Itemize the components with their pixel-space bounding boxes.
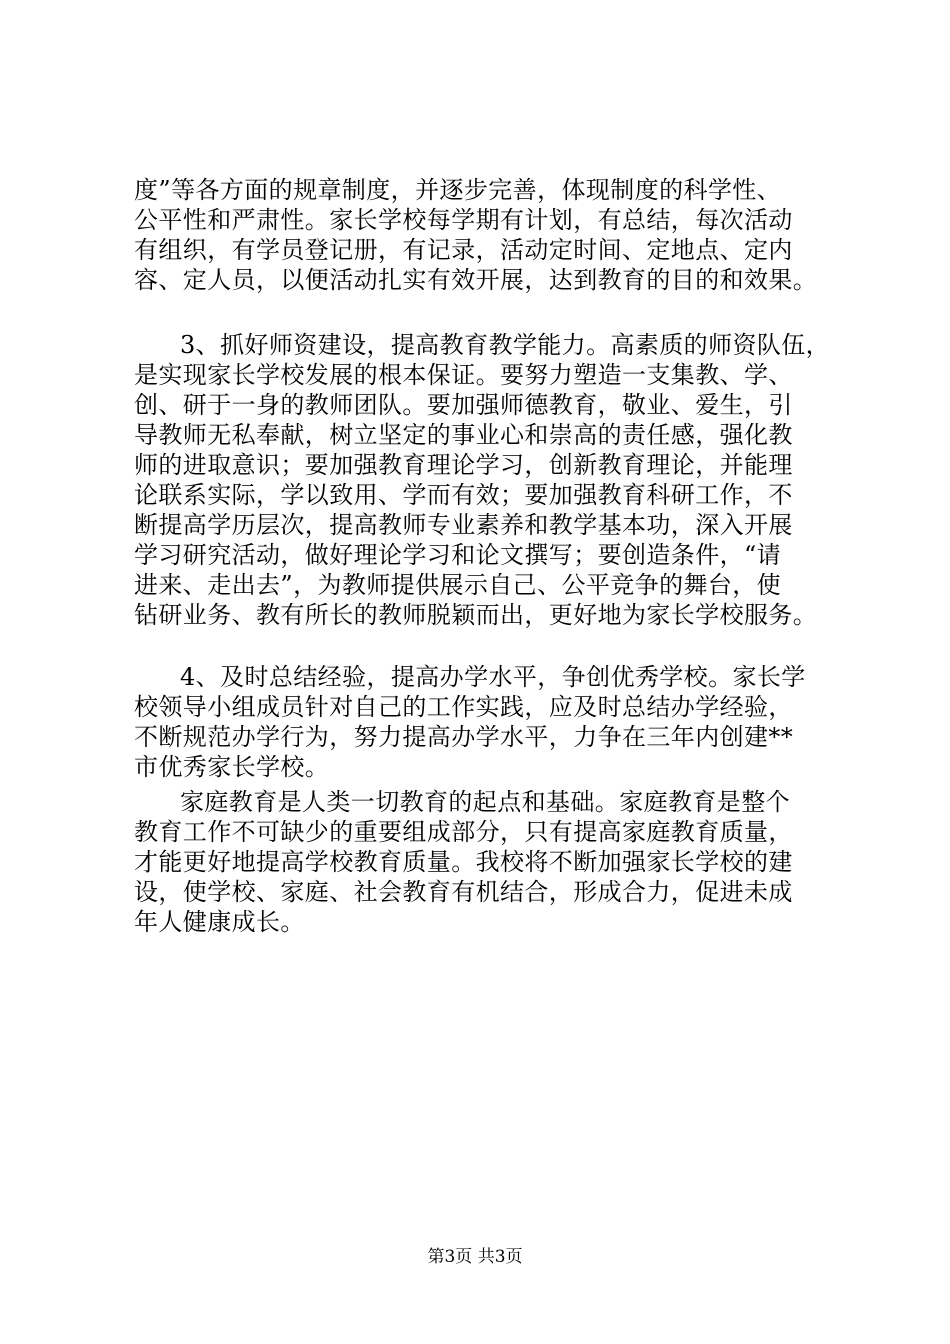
text-line: 不断规范办学行为，努力提高办学水平，力争在三年内创建** — [134, 723, 794, 751]
text-line: 钻研业务、教有所长的教师脱颖而出，更好地为家长学校服务。 — [134, 601, 818, 629]
text-line: 导教师无私奉献，树立坚定的事业心和崇高的责任感，强化教 — [134, 421, 793, 449]
text-line: 才能更好地提高学校教育质量。我校将不断加强家长学校的建 — [134, 848, 793, 876]
paragraph-summary-experience — [134, 662, 854, 782]
paragraph-regulations — [134, 175, 854, 295]
page-footer: 第3页 共3页 — [427, 1247, 523, 1267]
text-line: 进来、走出去”，为教师提供展示自己、公平竞争的舞台，使 — [134, 571, 782, 599]
text-line: 4、及时总结经验，提高办学水平，争创优秀学校。家长学 — [180, 663, 806, 691]
text-line: 是实现家长学校发展的根本保证。要努力塑造一支集教、学、 — [134, 361, 793, 389]
text-line: 师的进取意识；要加强教育理论学习，创新教育理论，并能理 — [134, 451, 793, 479]
paragraph-teacher-development — [134, 330, 854, 630]
text-line: 容、定人员，以便活动扎实有效开展，达到教育的目的和效果。 — [134, 266, 818, 294]
text-line: 年人健康成长。 — [134, 908, 305, 936]
text-line: 设，使学校、家庭、社会教育有机结合，形成合力，促进未成 — [134, 878, 793, 906]
text-line: 论联系实际，学以致用、学而有效；要加强教育科研工作，不 — [134, 481, 793, 509]
text-line: 度”等各方面的规章制度，并逐步完善，体现制度的科学性、 — [134, 176, 782, 204]
text-line: 教育工作不可缺少的重要组成部分，只有提高家庭教育质量， — [134, 818, 793, 846]
text-line: 校领导小组成员针对自己的工作实践，应及时总结办学经验， — [134, 693, 793, 721]
paragraph-conclusion — [134, 787, 854, 937]
text-line: 市优秀家长学校。 — [134, 753, 330, 781]
text-line: 创、研于一身的教师团队。要加强师德教育，敬业、爱生，引 — [134, 391, 793, 419]
text-line: 家庭教育是人类一切教育的起点和基础。家庭教育是整个 — [180, 788, 790, 816]
text-line: 学习研究活动，做好理论学习和论文撰写；要创造条件，“请 — [134, 541, 782, 569]
text-line: 断提高学历层次，提高教师专业素养和教学基本功，深入开展 — [134, 511, 793, 539]
text-line: 3、抓好师资建设，提高教育教学能力。高素质的师资队伍， — [180, 331, 831, 359]
text-line: 公平性和严肃性。家长学校每学期有计划，有总结，每次活动 — [134, 206, 793, 234]
text-line: 有组织，有学员登记册，有记录，活动定时间、定地点、定内 — [134, 236, 793, 264]
